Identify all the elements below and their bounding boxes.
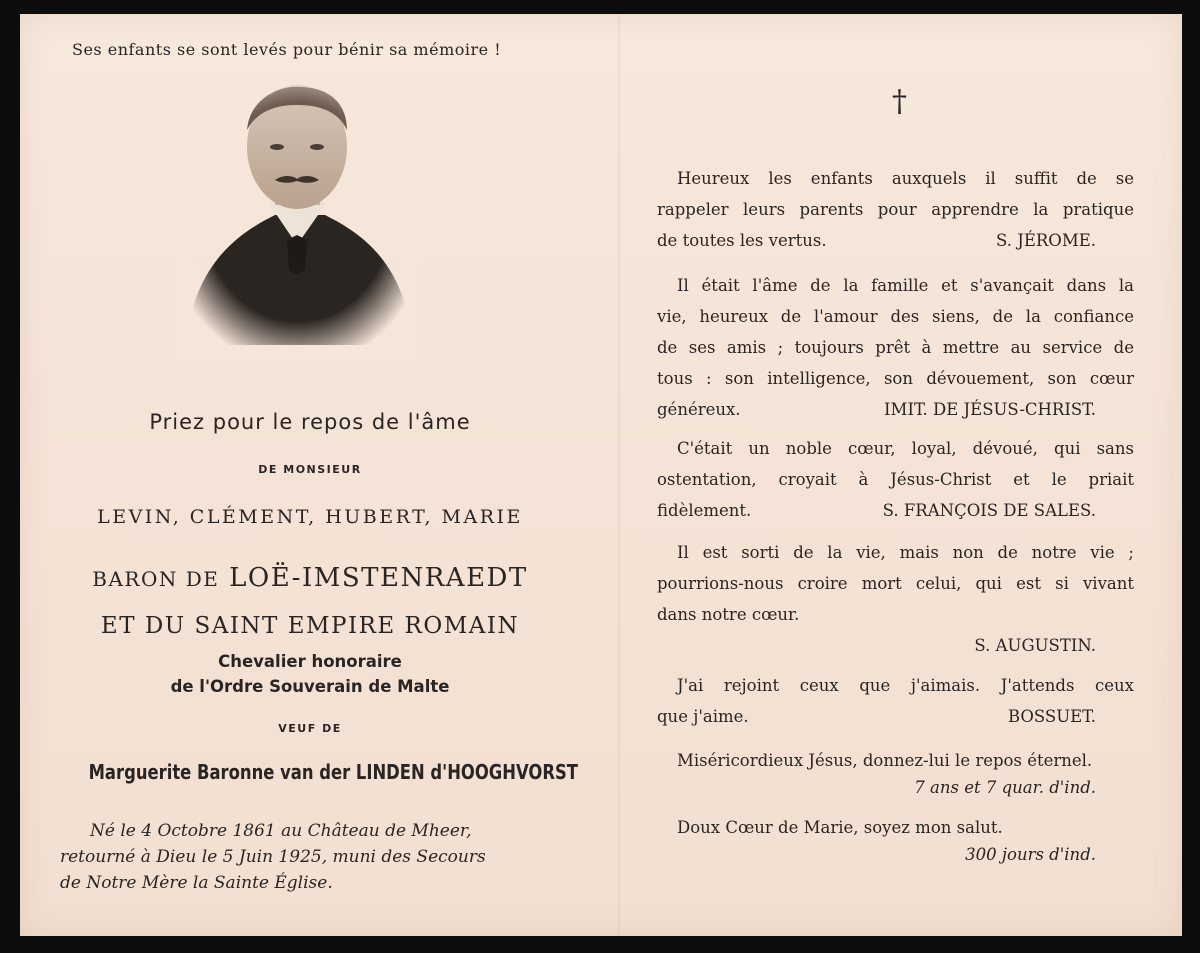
- pray-heading: Priez pour le repos de l'âme: [149, 410, 471, 434]
- quote-sales: C'était un noble cœur, loyal, dévoué, qui sans ostentation, croyait à Jésus-Christ et le priait fidèlement. S. FRANÇOIS DE SALES.: [657, 433, 1134, 526]
- attribution: S. JÉROME.: [996, 231, 1096, 250]
- indulgence: 7 ans et 7 quar. d'ind.: [914, 778, 1096, 797]
- portrait-photo: [175, 75, 420, 360]
- baron-name: LOË-IMSTENRAEDT: [229, 563, 528, 593]
- center-fold: [618, 14, 620, 936]
- wife-name: Marguerite Baronne van der LINDEN d'HOOGHVORST: [88, 760, 578, 784]
- attribution: S. AUGUSTIN.: [974, 636, 1096, 655]
- prayer-jesus: Miséricordieux Jésus, donnez-lui le repos éternel. 7 ans et 7 quar. d'ind.: [657, 745, 1134, 803]
- empire-title: ET DU SAINT EMPIRE ROMAIN: [100, 613, 520, 639]
- birth-death-notice: [60, 818, 565, 896]
- quote-bossuet: J'ai rejoint ceux que j'aimais. J'attends ceux que j'aime. BOSSUET.: [657, 670, 1134, 732]
- birth-line-2: retourné à Dieu le 5 Juin 1925, muni des Secours: [60, 847, 486, 867]
- cross-icon: †: [892, 84, 907, 119]
- quote-imitation: Il était l'âme de la famille et s'avançait dans la vie, heureux de l'amour des siens, de la confiance de ses amis ; toujours prêt à mettre au service de tous : son intelligence, son dévouement, son cœur généreux. IMIT. DE JÉSUS-CHRIST.: [657, 270, 1134, 425]
- motto: Ses enfants se sont levés pour bénir sa mémoire !: [72, 40, 502, 59]
- attribution: BOSSUET.: [1007, 707, 1096, 726]
- attribution: IMIT. DE JÉSUS-CHRIST.: [884, 400, 1096, 419]
- attribution: S. FRANÇOIS DE SALES.: [882, 501, 1096, 520]
- birth-line-1: Né le 4 Octobre 1861 au Château de Mheer,: [90, 821, 472, 841]
- chevalier-line-1: Chevalier honoraire: [218, 652, 402, 671]
- given-names: LEVIN, CLÉMENT, HUBERT, MARIE: [97, 506, 523, 528]
- veuf-de: VEUF DE: [278, 722, 342, 735]
- quote-jerome: Heureux les enfants auxquels il suffit de se rappeler leurs parents pour apprendre la pratique de toutes les vertus. S. JÉROME.: [657, 163, 1134, 256]
- prayer-marie: Doux Cœur de Marie, soyez mon salut. 300 jours d'ind.: [657, 812, 1134, 870]
- baron-prefix: BARON DE: [92, 567, 220, 591]
- indulgence: 300 jours d'ind.: [965, 845, 1096, 864]
- chevalier-line-2: de l'Ordre Souverain de Malte: [170, 677, 450, 696]
- quote-augustin: Il est sorti de la vie, mais non de notre vie ; pourrions-nous croire mort celui, qui est si vivant dans notre cœur. S. AUGUSTIN.: [657, 537, 1134, 661]
- baron-title: [40, 563, 580, 593]
- de-monsieur: DE MONSIEUR: [258, 463, 362, 476]
- birth-line-3: de Notre Mère la Sainte Église.: [60, 873, 333, 893]
